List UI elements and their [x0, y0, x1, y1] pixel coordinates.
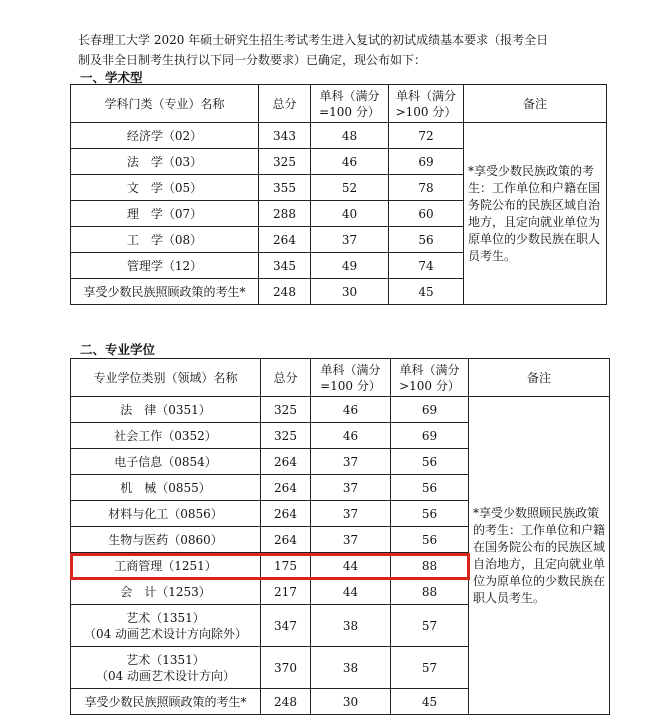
- row-single-100: 52: [311, 175, 389, 201]
- row-single-100: 38: [311, 647, 391, 689]
- row-single-100: 37: [311, 227, 389, 253]
- row-name-line1: 艺术（1351）: [126, 610, 205, 625]
- row-total: 370: [261, 647, 311, 689]
- row-single-over-100: 88: [391, 553, 469, 579]
- header-single-100: 单科（满分=100 分）: [311, 85, 389, 123]
- row-single-100: 48: [311, 123, 389, 149]
- note-cell: *享受少数照顾民族政策的考生：工作单位和户籍在国务院公布的民族区域自治地方，且定向就业单位为原单位的少数民族在职人员考生。: [469, 397, 610, 715]
- row-name-line2: （04 动画艺术设计方向）: [95, 668, 236, 683]
- row-total: 325: [259, 149, 311, 175]
- row-single-100: 37: [311, 449, 391, 475]
- row-name: 法 律（0351）: [71, 397, 261, 423]
- row-single-100: 37: [311, 501, 391, 527]
- row-name-line1: 艺术（1351）: [126, 652, 205, 667]
- header-total: 总分: [259, 85, 311, 123]
- row-total: 347: [261, 605, 311, 647]
- table-row: [71, 397, 610, 423]
- intro-paragraph: [78, 30, 598, 70]
- row-name: 生物与医药（0860）: [71, 527, 261, 553]
- header-total: 总分: [261, 359, 311, 397]
- row-total: 355: [259, 175, 311, 201]
- row-single-over-100: 57: [391, 605, 469, 647]
- row-total: 248: [259, 279, 311, 305]
- table-header-row: [71, 85, 607, 123]
- note-cell: *享受少数民族政策的考生：工作单位和户籍在国务院公布的民族区域自治地方，且定向就业单位为原单位的少数民族在职人员考生。: [464, 123, 607, 305]
- section-title-professional: 二、专业学位: [80, 342, 156, 357]
- row-single-over-100: 45: [389, 279, 464, 305]
- row-single-100: 40: [311, 201, 389, 227]
- professional-score-table: [70, 358, 610, 715]
- row-name: 工 学（08）: [71, 227, 259, 253]
- intro-line-2: 制及非全日制考生执行以下同一分数要求）已确定，现公布如下：: [78, 53, 427, 67]
- row-name: 享受少数民族照顾政策的考生*: [71, 689, 261, 715]
- row-name: 会 计（1253）: [71, 579, 261, 605]
- row-single-over-100: 56: [389, 227, 464, 253]
- header-single-100: 单科（满分=100 分）: [311, 359, 391, 397]
- row-total: 248: [261, 689, 311, 715]
- row-total: 345: [259, 253, 311, 279]
- row-single-100: 38: [311, 605, 391, 647]
- row-single-over-100: 69: [391, 423, 469, 449]
- header-single-over-100: 单科（满分>100 分）: [389, 85, 464, 123]
- row-single-100: 46: [311, 423, 391, 449]
- row-total: 325: [261, 397, 311, 423]
- intro-line-1: 长春理工大学 2020 年硕士研究生招生考试考生进入复试的初试成绩基本要求（报考全日: [78, 33, 549, 47]
- row-single-100: 30: [311, 689, 391, 715]
- row-single-100: 46: [311, 397, 391, 423]
- row-name: 机 械（0855）: [71, 475, 261, 501]
- row-single-over-100: 45: [391, 689, 469, 715]
- row-name: 理 学（07）: [71, 201, 259, 227]
- row-single-over-100: 56: [391, 501, 469, 527]
- row-single-100: 44: [311, 553, 391, 579]
- section-title-academic: 一、学术型: [80, 70, 143, 85]
- row-single-100: 37: [311, 527, 391, 553]
- row-single-100: 30: [311, 279, 389, 305]
- row-name: 社会工作（0352）: [71, 423, 261, 449]
- row-single-over-100: 69: [389, 149, 464, 175]
- row-total: 217: [261, 579, 311, 605]
- row-single-over-100: 56: [391, 527, 469, 553]
- academic-score-table: [70, 84, 607, 305]
- header-category: 专业学位类别（领域）名称: [71, 359, 261, 397]
- row-single-over-100: 60: [389, 201, 464, 227]
- highlight-box: [70, 553, 470, 580]
- row-single-over-100: 78: [389, 175, 464, 201]
- header-category: 学科门类（专业）名称: [71, 85, 259, 123]
- row-total: 325: [261, 423, 311, 449]
- table-header-row: [71, 359, 610, 397]
- row-total: 175: [261, 553, 311, 579]
- row-single-over-100: 74: [389, 253, 464, 279]
- row-name: [71, 647, 261, 689]
- row-name: [71, 605, 261, 647]
- row-total: 264: [261, 501, 311, 527]
- header-note: 备注: [469, 359, 610, 397]
- row-single-100: 46: [311, 149, 389, 175]
- row-single-over-100: 88: [391, 579, 469, 605]
- row-name: 工商管理（1251）: [71, 553, 261, 579]
- row-name: 电子信息（0854）: [71, 449, 261, 475]
- row-single-over-100: 56: [391, 475, 469, 501]
- row-total: 288: [259, 201, 311, 227]
- table-row: [71, 123, 607, 149]
- row-single-100: 44: [311, 579, 391, 605]
- row-name: 经济学（02）: [71, 123, 259, 149]
- row-single-over-100: 69: [391, 397, 469, 423]
- row-name-line2: （04 动画艺术设计方向除外）: [83, 626, 248, 641]
- header-note: 备注: [464, 85, 607, 123]
- row-name: 管理学（12）: [71, 253, 259, 279]
- header-single-over-100: 单科（满分>100 分）: [391, 359, 469, 397]
- row-total: 264: [261, 527, 311, 553]
- row-name: 法 学（03）: [71, 149, 259, 175]
- row-single-over-100: 56: [391, 449, 469, 475]
- row-single-over-100: 57: [391, 647, 469, 689]
- row-single-over-100: 72: [389, 123, 464, 149]
- row-total: 264: [261, 449, 311, 475]
- row-name: 享受少数民族照顾政策的考生*: [71, 279, 259, 305]
- row-single-100: 37: [311, 475, 391, 501]
- row-total: 264: [261, 475, 311, 501]
- row-name: 文 学（05）: [71, 175, 259, 201]
- row-name: 材料与化工（0856）: [71, 501, 261, 527]
- row-single-100: 49: [311, 253, 389, 279]
- row-total: 343: [259, 123, 311, 149]
- row-total: 264: [259, 227, 311, 253]
